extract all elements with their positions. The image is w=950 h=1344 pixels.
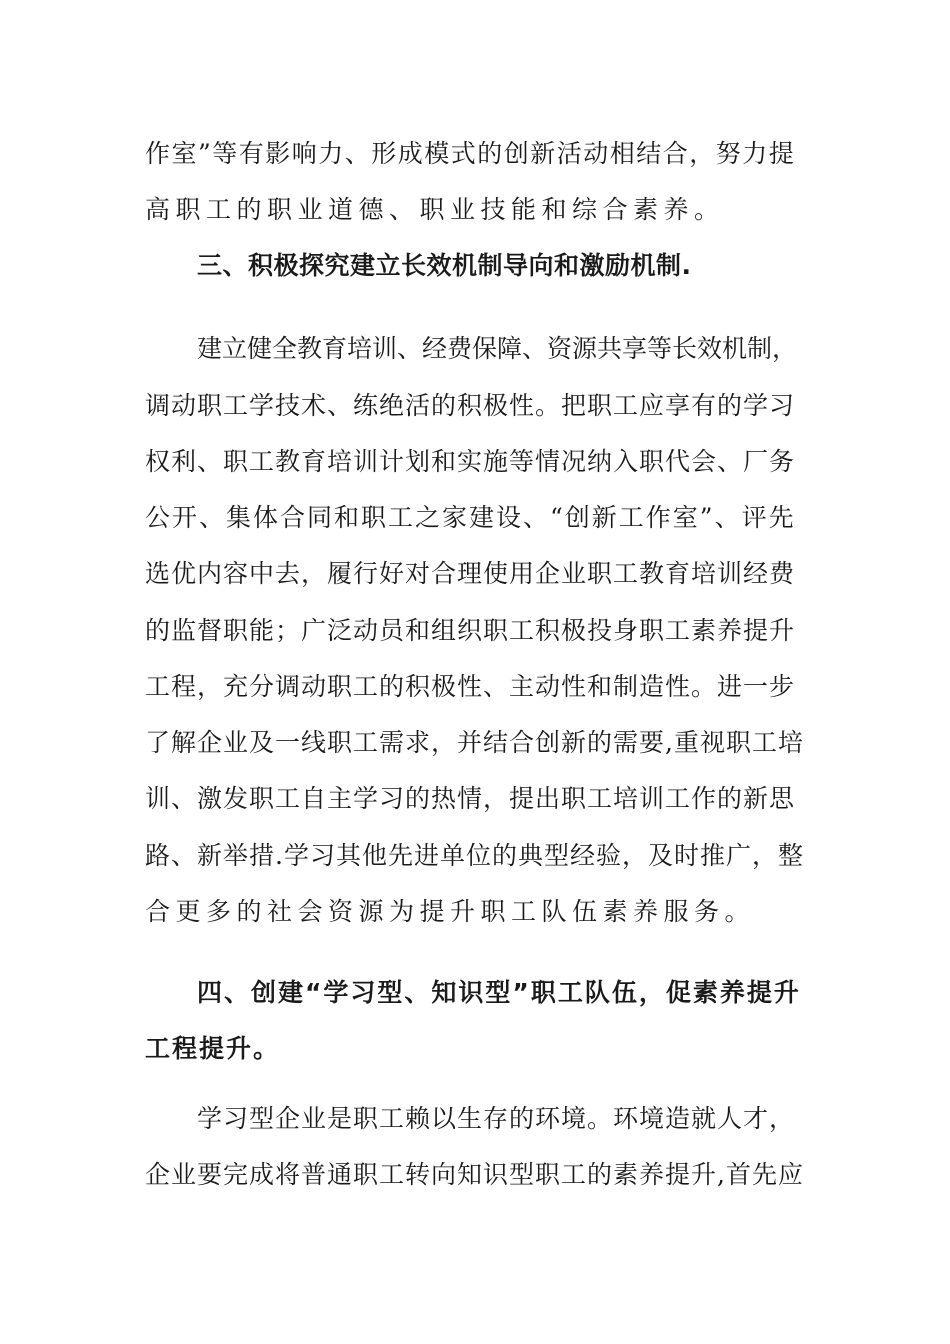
- body-text-line: 合更多的社会资源为提升职工队伍素养服务。: [145, 897, 756, 926]
- body-text-line: 学习型企业是职工赖以生存的环境。环境造就人才，: [197, 1104, 796, 1133]
- section-heading-4: 四、创建“学习型、知识型”职工队伍，促素养提升: [197, 978, 801, 1007]
- body-text-line: 路、新举措.学习其他先进单位的典型经验，及时推广，整: [145, 841, 804, 870]
- section-heading-4-cont: 工程提升。: [145, 1034, 281, 1063]
- body-text-line: 建立健全教育培训、经费保障、资源共享等长效机制，: [197, 334, 798, 363]
- body-text-line: 工程，充分调动职工的积极性、主动性和制造性。进一步: [145, 672, 796, 701]
- body-text-line: 高职工的职业道德、职业技能和综合素养。: [145, 195, 725, 224]
- body-text-line: 作室”等有影响力、形成模式的创新活动相结合，努力提: [145, 139, 796, 168]
- body-text-line: 了解企业及一线职工需求，并结合创新的需要,重视职工培: [145, 728, 804, 757]
- body-text-line: 调动职工学技术、练绝活的积极性。把职工应享有的学习: [145, 391, 796, 420]
- body-text-line: 权利、职工教育培训计划和实施等情况纳入职代会、厂务: [145, 447, 796, 476]
- section-heading-3: 三、积极探究建立长效机制导向和激励机制.: [197, 251, 692, 280]
- body-text-line: 选优内容中去，履行好对合理使用企业职工教育培训经费: [145, 559, 796, 588]
- body-text-line: 训、激发职工自主学习的热情，提出职工培训工作的新思: [145, 784, 796, 813]
- body-text-line: 的监督职能；广泛动员和组织职工积极投身职工素养提升: [145, 616, 796, 645]
- body-text-line: 企业要完成将普通职工转向知识型职工的素养提升,首先应: [145, 1160, 804, 1189]
- body-text-line: 公开、集体合同和职工之家建设、“创新工作室”、评先: [145, 503, 796, 532]
